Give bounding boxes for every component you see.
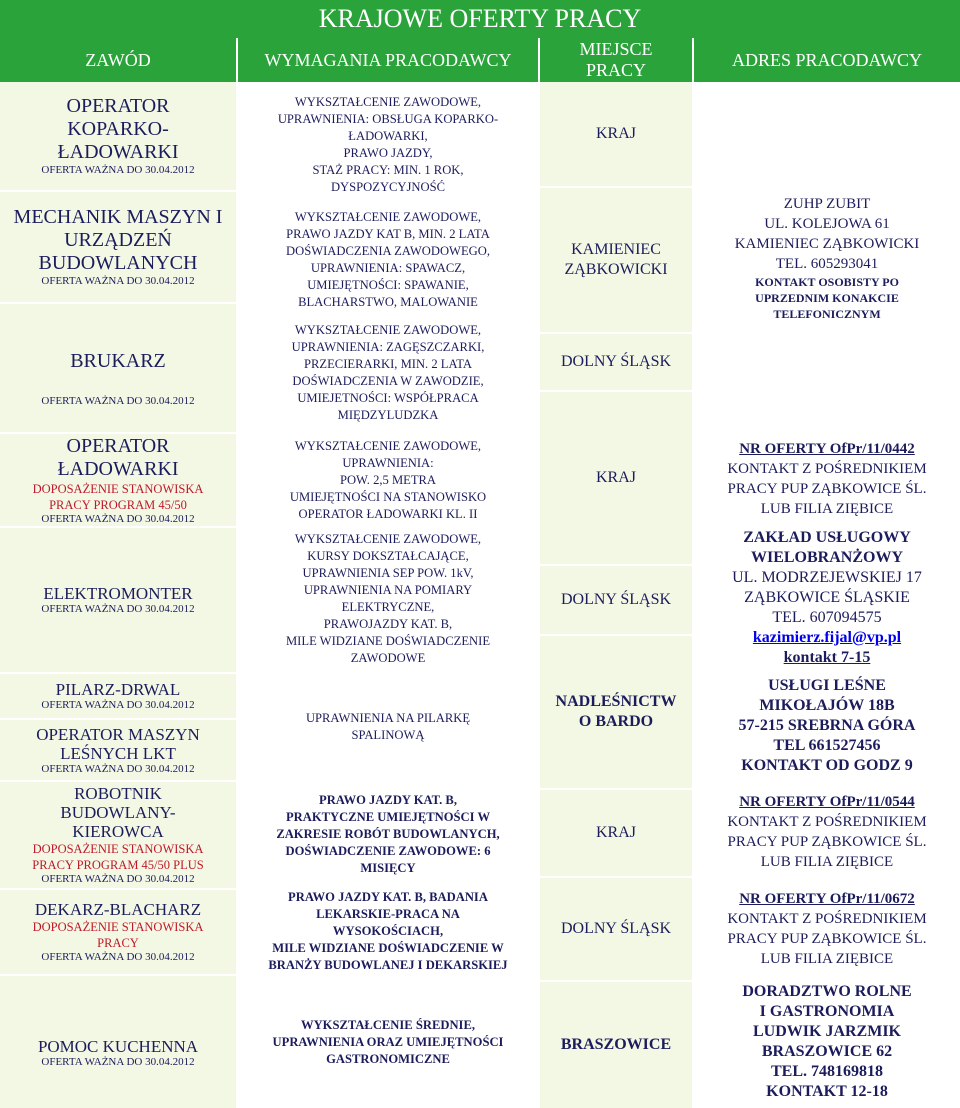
employer-address-cell <box>694 672 960 780</box>
employer-address: ZUHP ZUBIT UL. KOLEJOWA 61 KAMIENIEC ZĄBKOWICKI TEL. 605293041 KONTAKT OSOBISTY PO UPRZEDNIM KONAKCIE TELEFONICZNYM <box>734 196 920 321</box>
requirements-text: WYKSZTAŁCENIE ZAWODOWE, UPRAWNIENIA: ZAGĘSZCZARKI, PRZECIERARKI, MIN. 2 LATA DOŚWIADCZENIA W ZAWODZIE, UMIEJETNOŚCI: WSPÓŁPRACA MIĘDZYLUDZKA <box>291 323 485 422</box>
employer-address: USŁUGI LEŚNE MIKOŁAJÓW 18B 57-215 SREBRNA GÓRA TEL 661527456 KONTAKT OD GODZ 9 <box>738 677 916 774</box>
header-miejsce: MIEJSCE PRACY <box>540 38 692 82</box>
requirements-text: UPRAWNIENIA NA PILARKĘ SPALINOWĄ <box>305 711 471 742</box>
employer-address-cell <box>694 434 960 524</box>
job-cell: OPERATOR MASZYN LEŚNYCH LKT OFERTA WAŻNA DO 30.04.2012 <box>0 720 236 780</box>
place-cell: KAMIENIEC ZĄBKOWICKI <box>540 188 692 332</box>
employer-address-cell <box>694 976 960 1108</box>
requirements-cell <box>238 312 538 434</box>
employer-address: NR OFERTY OfPr/11/0442 KONTAKT Z POŚREDNIKIEM PRACY PUP ZĄBKOWICE ŚL. LUB FILIA ZIĘBICE <box>727 441 927 517</box>
employer-address: ZAKŁAD USŁUGOWY WIELOBRANŻOWY UL. MODRZEJEWSKIEJ 17 ZĄBKOWICE ŚLĄSKIE TEL. 607094575 kazimierz.fijal@vp.pl kontakt 7-15 <box>732 529 922 666</box>
employer-address-cell <box>694 786 960 878</box>
requirements-text: WYKSZTAŁCENIE ZAWODOWE, UPRAWNIENIA: POW. 2,5 METRA UMIEJĘTNOŚCI NA STANOWISKO OPERATOR ŁADOWARKI KL. II <box>289 438 487 521</box>
requirements-cell <box>238 976 538 1108</box>
job-cell: PILARZ-DRWAL OFERTA WAŻNA DO 30.04.2012 <box>0 674 236 718</box>
email-link[interactable]: kazimierz.fijal@vp.pl <box>752 629 902 646</box>
employer-address: NR OFERTY OfPr/11/0544 KONTAKT Z POŚREDNIKIEM PRACY PUP ZĄBKOWICE ŚL. LUB FILIA ZIĘBICE <box>727 794 927 870</box>
requirements-cell <box>238 434 538 526</box>
requirements-cell <box>238 782 538 886</box>
place-cell: NADLEŚNICTW O BARDO <box>540 636 692 788</box>
header-zawod: ZAWÓD <box>0 38 236 82</box>
place-cell: BRASZOWICE <box>540 982 692 1108</box>
employer-address: DORADZTWO ROLNE I GASTRONOMIA LUDWIK JARZMIK BRASZOWICE 62 TEL. 748169818 KONTAKT 12-18 <box>742 983 912 1100</box>
place-cell: DOLNY ŚLĄSK <box>540 566 692 634</box>
job-cell: OPERATOR ŁADOWARKI DOPOSAŻENIE STANOWISKA PRACY PROGRAM 45/50 OFERTA WAŻNA DO 30.04.2012 <box>0 434 236 526</box>
requirements-cell <box>238 208 538 312</box>
table-title: KRAJOWE OFERTY PRACY <box>0 0 960 38</box>
requirements-cell <box>238 672 538 782</box>
job-cell: MECHANIK MASZYN I URZĄDZEŃ BUDOWLANYCH OFERTA WAŻNA DO 30.04.2012 <box>0 192 236 302</box>
requirements-text: WYKSZTAŁCENIE ŚREDNIE, UPRAWNIENIA ORAZ UMIEJĘTNOŚCI GASTRONOMICZNE <box>272 1017 504 1066</box>
header-adres: ADRES PRACODAWCY <box>694 38 960 82</box>
job-cell: ROBOTNIK BUDOWLANY-KIEROWCA DOPOSAŻENIE STANOWISKA PRACY PROGRAM 45/50 PLUS OFERTA WAŻNA DO 30.04.2012 <box>0 782 236 888</box>
requirements-text: WYKSZTAŁCENIE ZAWODOWE, PRAWO JAZDY KAT B, MIN. 2 LATA DOŚWIADCZENIA ZAWODOWEGO, UPRAWNIENIA: SPAWACZ, UMIEJĘTNOŚCI: SPAWANIE, BLACHARSTWO, MALOWANIE <box>286 210 490 309</box>
requirements-text: WYKSZTAŁCENIE ZAWODOWE, KURSY DOKSZTAŁCAJĄCE, UPRAWNIENIA SEP POW. 1kV, UPRAWNIENIA NA POMIARY ELEKTRYCZNE, PRAWOJAZDY KAT. B, MILE WIDZIANE DOŚWIADCZENIE ZAWODOWE <box>285 532 491 665</box>
requirements-cell <box>238 82 538 208</box>
place-cell: KRAJ <box>540 790 692 876</box>
requirements-cell <box>238 886 538 976</box>
employer-address-cell <box>694 882 960 976</box>
place-cell: KRAJ <box>540 82 692 186</box>
job-cell: DEKARZ-BLACHARZ DOPOSAŻENIE STANOWISKA PRACY OFERTA WAŻNA DO 30.04.2012 <box>0 890 236 974</box>
requirements-text: WYKSZTAŁCENIE ZAWODOWE, UPRAWNIENIA: OBSŁUGA KOPARKO- ŁADOWARKI, PRAWO JAZDY, STAŻ PRACY: MIN. 1 ROK, DYSPOZYCYJNOŚĆ <box>277 95 499 194</box>
requirements-text: PRAWO JAZDY KAT. B, PRAKTYCZNE UMIEJĘTNOŚCI W ZAKRESIE ROBÓT BUDOWLANYCH, DOŚWIADCZENIE ZAWODOWE: 6 MISIĘCY <box>276 792 500 875</box>
header-wymagania: WYMAGANIA PRACODAWCY <box>238 38 538 82</box>
employer-address: NR OFERTY OfPr/11/0672 KONTAKT Z POŚREDNIKIEM PRACY PUP ZĄBKOWICE ŚL. LUB FILIA ZIĘBICE <box>727 891 927 967</box>
requirements-text: PRAWO JAZDY KAT. B, BADANIA LEKARSKIE-PRACA NA WYSOKOŚCIACH, MILE WIDZIANE DOŚWIADCZENIE W BRANŻY BUDOWLANEJ I DEKARSKIEJ <box>268 889 508 972</box>
job-cell: ELEKTROMONTER OFERTA WAŻNA DO 30.04.2012 <box>0 528 236 672</box>
place-cell: KRAJ <box>540 392 692 564</box>
job-cell: OPERATOR KOPARKO-ŁADOWARKI OFERTA WAŻNA DO 30.04.2012 <box>0 82 236 190</box>
job-cell: POMOC KUCHENNA OFERTA WAŻNA DO 30.04.2012 <box>0 976 236 1108</box>
employer-address-cell <box>694 82 960 434</box>
job-cell: BRUKARZ OFERTA WAŻNA DO 30.04.2012 <box>0 304 236 432</box>
employer-address-cell <box>694 524 960 672</box>
place-cell: DOLNY ŚLĄSK <box>540 334 692 390</box>
place-cell: DOLNY ŚLĄSK <box>540 878 692 980</box>
requirements-cell <box>238 526 538 672</box>
